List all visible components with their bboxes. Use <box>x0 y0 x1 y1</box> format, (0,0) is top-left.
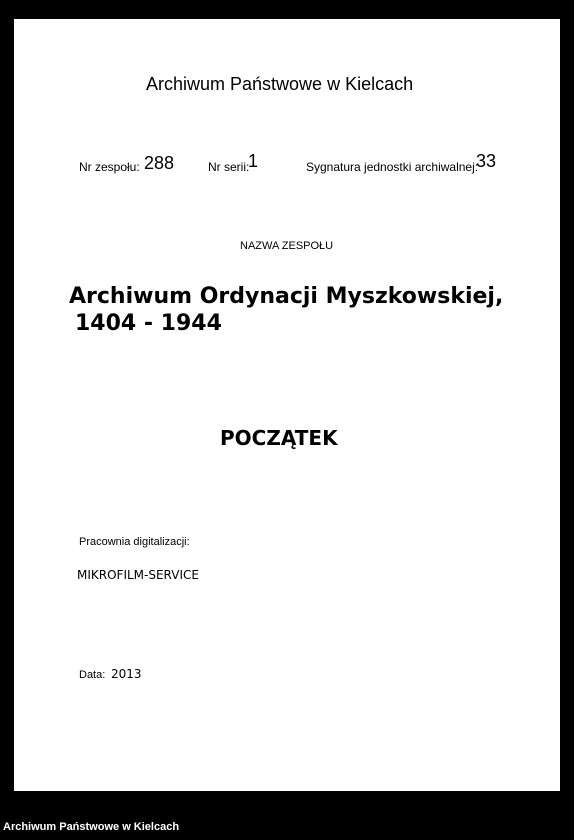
document-page <box>14 19 560 791</box>
fond-name-label: NAZWA ZESPOŁU <box>240 240 334 252</box>
archive-title: Archiwum Państwowe w Kielcach <box>146 74 414 94</box>
nr-serii-label: Nr serii: <box>208 160 250 174</box>
fond-title <box>69 283 503 337</box>
date-label: Data: <box>79 669 106 681</box>
footer-caption: Archiwum Państwowe w Kielcach <box>3 821 180 833</box>
fond-title-line2: 1404 - 1944 <box>75 311 222 336</box>
nr-zespolu-label: Nr zespołu: <box>79 160 140 174</box>
nr-zespolu-value: 288 <box>144 153 175 173</box>
start-marker: POCZĄTEK <box>220 426 338 450</box>
digitization-value: MIKROFILM-SERVICE <box>77 568 199 582</box>
date-value: 2013 <box>111 667 142 681</box>
fond-title-line1: Archiwum Ordynacji Myszkowskiej, <box>69 284 504 309</box>
digitization-label: Pracownia digitalizacji: <box>79 536 190 548</box>
sygnatura-label: Sygnatura jednostki archiwalnej: <box>306 160 479 174</box>
sygnatura-value: 33 <box>476 151 497 171</box>
nr-serii-value: 1 <box>248 151 259 171</box>
